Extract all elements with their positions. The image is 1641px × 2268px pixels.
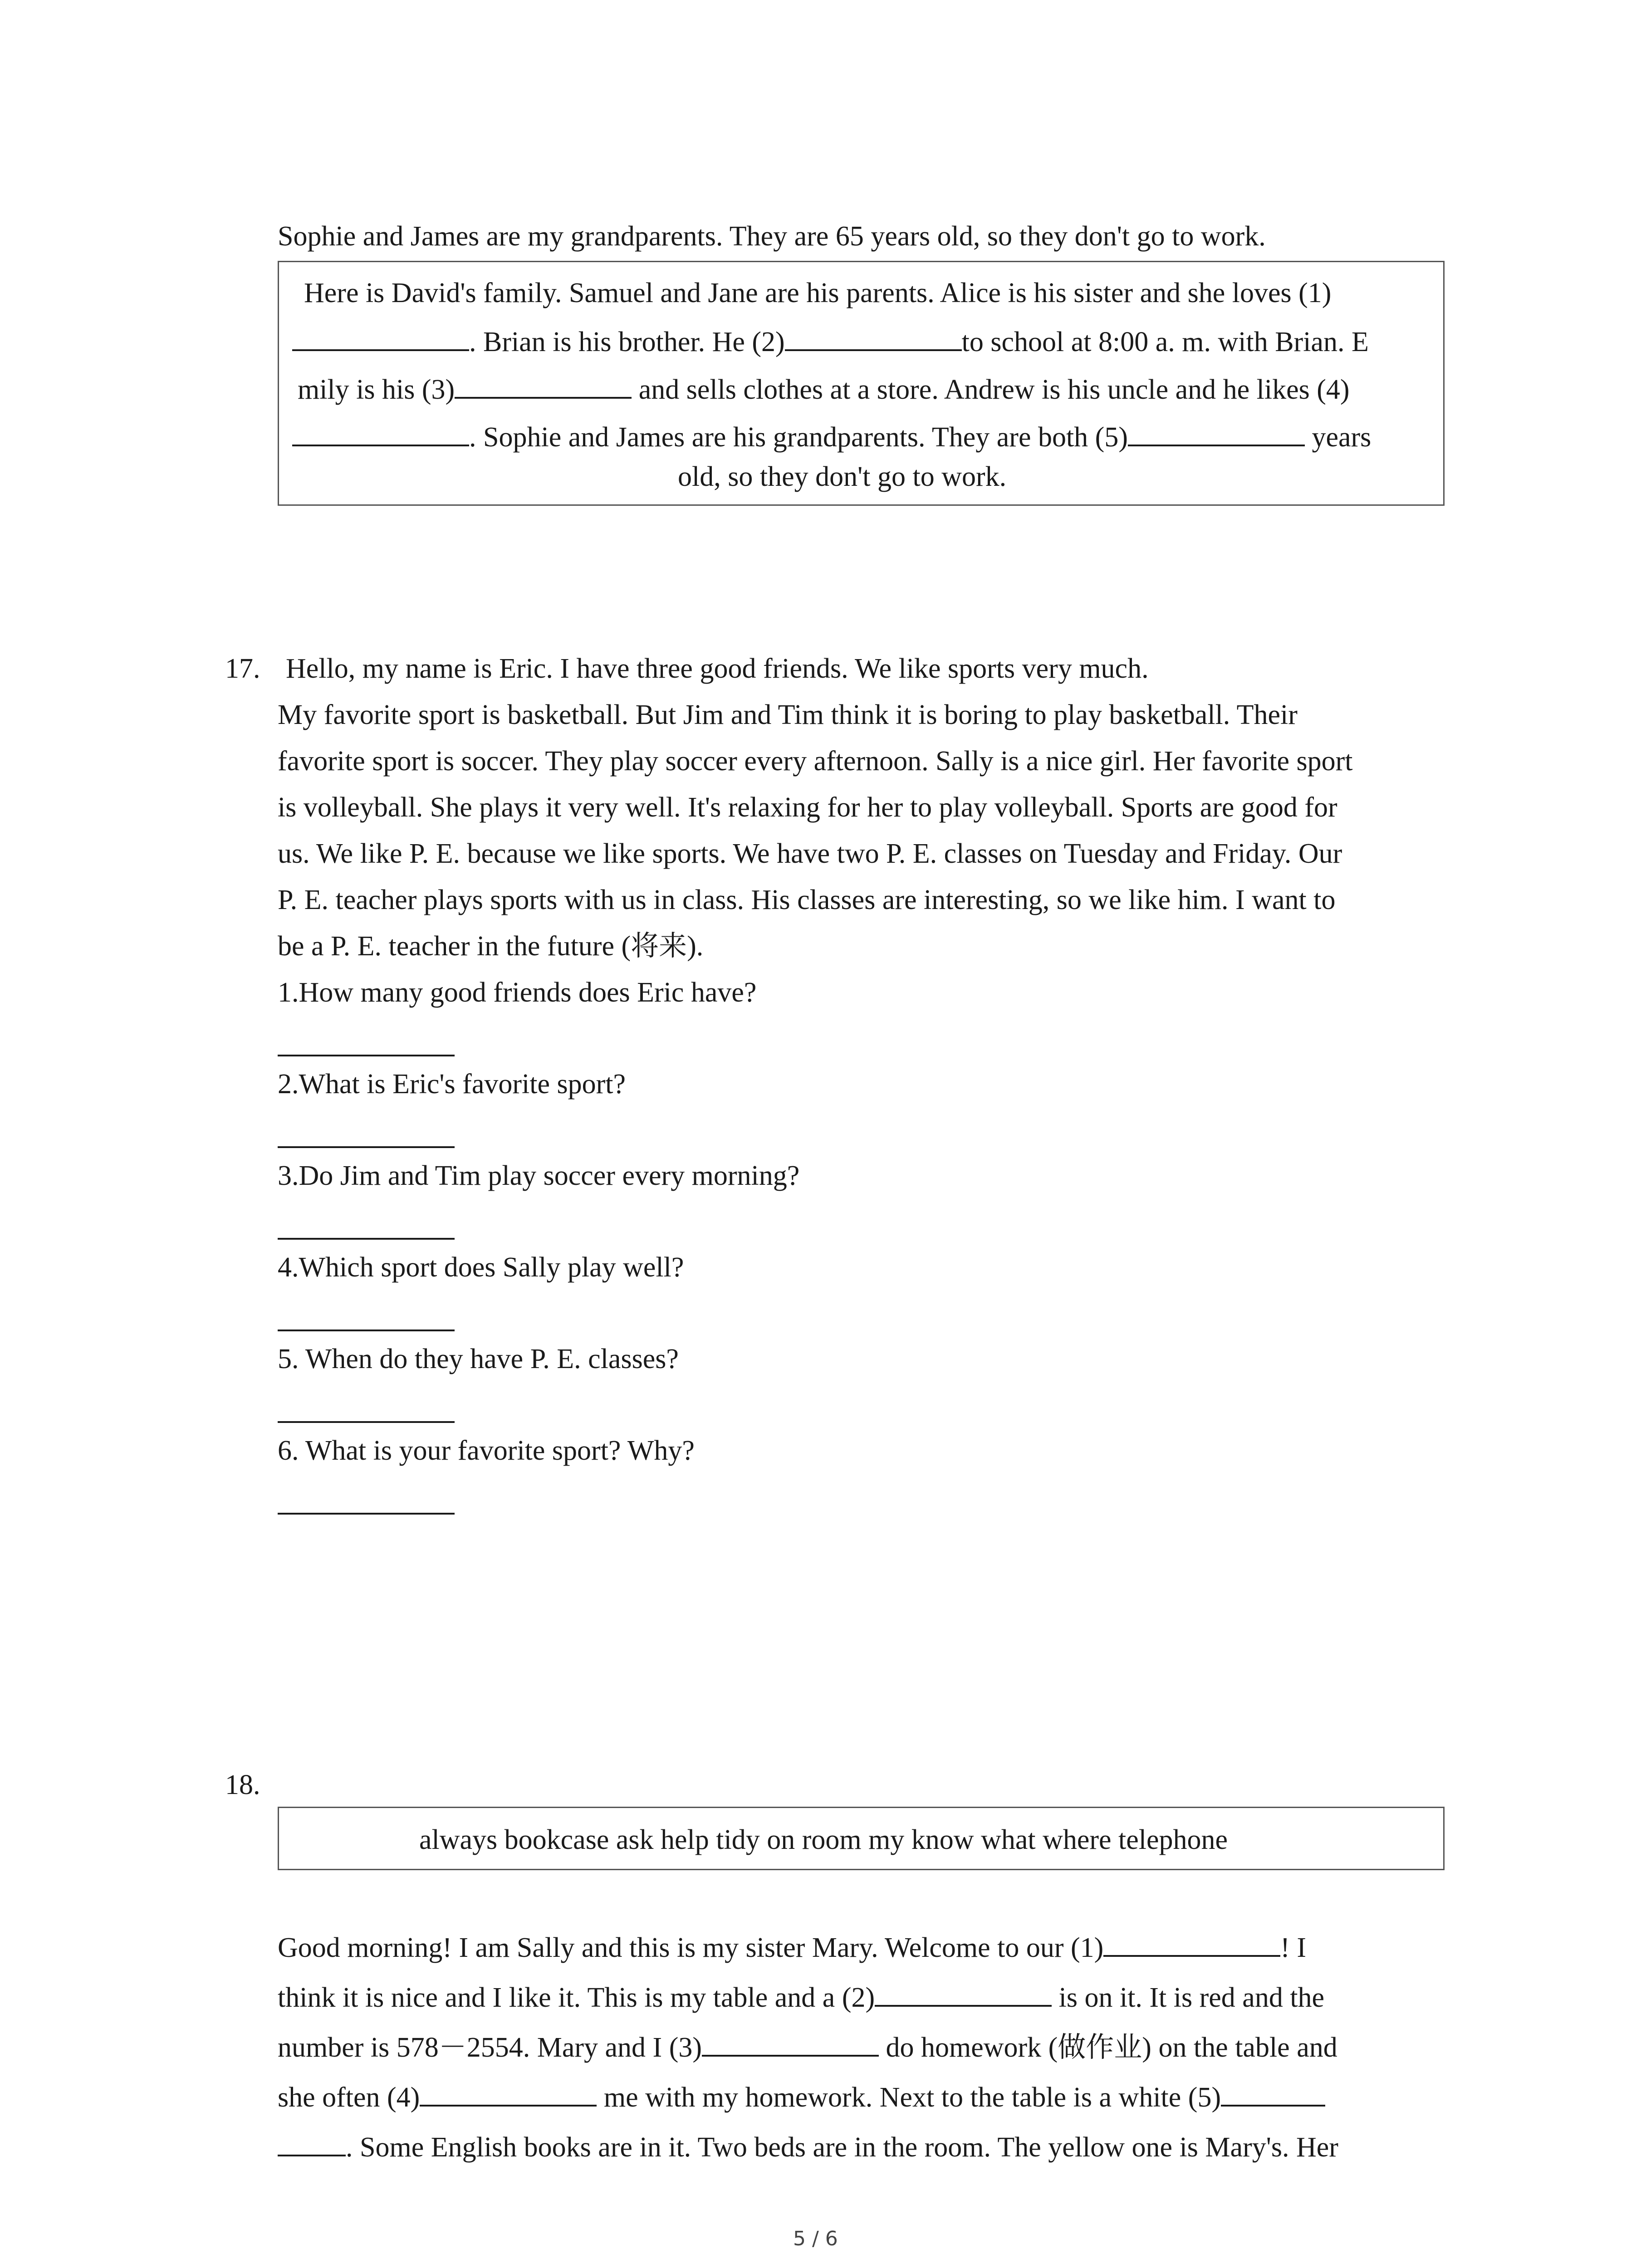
- q17-question: 3.Do Jim and Tim play soccer every morning?: [278, 1160, 800, 1191]
- blank-3[interactable]: [702, 2032, 879, 2057]
- box1-line3: mily is his (3) and sells clothes at a store. Andrew is his uncle and he likes (4): [298, 374, 1350, 405]
- blank-4[interactable]: [292, 422, 469, 446]
- page-number: 5 / 6: [793, 2227, 838, 2250]
- blank-4[interactable]: [420, 2082, 597, 2107]
- blank-1[interactable]: [1103, 1932, 1280, 1957]
- box1-line1: Here is David's family. Samuel and Jane are his parents. Alice is his sister and she loves (1): [304, 278, 1332, 308]
- q17-question: 5. When do they have P. E. classes?: [278, 1344, 679, 1374]
- blank-2[interactable]: [785, 327, 962, 351]
- q18-line: Good morning! I am Sally and this is my sister Mary. Welcome to our (1) ! I: [278, 1932, 1307, 1963]
- box1-line5: old, so they don't go to work.: [678, 461, 1007, 492]
- q17-number: 17.: [225, 653, 260, 684]
- answer-line[interactable]: [278, 1055, 455, 1056]
- word-bank: always bookcase ask help tidy on room my know what where telephone: [419, 1824, 1228, 1855]
- intro-line: Sophie and James are my grandparents. They are 65 years old, so they don't go to work.: [278, 221, 1266, 252]
- q17-question: 6. What is your favorite sport? Why?: [278, 1435, 695, 1466]
- q17-line: favorite sport is soccer. They play soccer every afternoon. Sally is a nice girl. Her favorite sport: [278, 746, 1353, 777]
- q17-line: P. E. teacher plays sports with us in class. His classes are interesting, so we like him. I want to: [278, 885, 1336, 915]
- q17-line: Hello, my name is Eric. I have three good friends. We like sports very much.: [286, 653, 1149, 684]
- q18-number: 18.: [225, 1769, 260, 1800]
- answer-line[interactable]: [278, 1421, 455, 1423]
- q17-question: 2.What is Eric's favorite sport?: [278, 1069, 626, 1100]
- blank-5[interactable]: [1221, 2082, 1325, 2107]
- q18-line: she often (4) me with my homework. Next to the table is a white (5): [278, 2082, 1325, 2112]
- q17-line: us. We like P. E. because we like sports. We have two P. E. classes on Tuesday and Friday. Our: [278, 838, 1342, 869]
- q18-line: . Some English books are in it. Two beds are in the room. The yellow one is Mary's. Her: [278, 2132, 1338, 2161]
- answer-line[interactable]: [278, 1513, 455, 1515]
- q17-line: is volleyball. She plays it very well. It's relaxing for her to play volleyball. Sports are good for: [278, 792, 1337, 823]
- box1-line4: . Sophie and James are his grandparents. They are both (5) years: [292, 422, 1371, 451]
- blank-5[interactable]: [1128, 422, 1305, 446]
- q17-line: be a P. E. teacher in the future (将来).: [278, 931, 704, 962]
- answer-line[interactable]: [278, 1238, 455, 1240]
- answer-line[interactable]: [278, 1146, 455, 1148]
- answer-line[interactable]: [278, 1330, 455, 1331]
- q17-question: 1.How many good friends does Eric have?: [278, 977, 757, 1008]
- blank-2[interactable]: [875, 1982, 1052, 2007]
- blank-3[interactable]: [455, 374, 632, 399]
- q17-line: My favorite sport is basketball. But Jim and Tim think it is boring to play basketball. Their: [278, 699, 1298, 730]
- q18-line: think it is nice and I like it. This is my table and a (2) is on it. It is red and the: [278, 1982, 1325, 2013]
- q17-question: 4.Which sport does Sally play well?: [278, 1252, 684, 1283]
- blank-5-continued[interactable]: [278, 2132, 346, 2156]
- box1-line2: . Brian is his brother. He (2) to school at 8:00 a. m. with Brian. E: [292, 327, 1369, 356]
- blank-1[interactable]: [292, 327, 469, 351]
- q18-line: number is 578－2554. Mary and I (3) do homework (做作业) on the table and: [278, 2032, 1337, 2063]
